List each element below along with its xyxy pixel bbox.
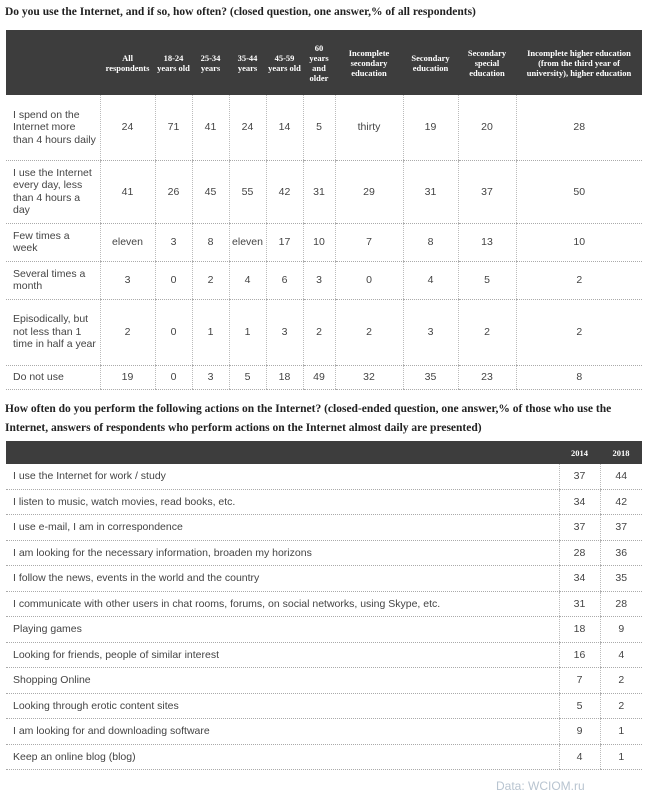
- table-cell: 1: [600, 744, 642, 770]
- row-label: I am looking for and downloading software: [6, 719, 559, 745]
- row-label: I follow the news, events in the world and the country: [6, 566, 559, 592]
- usage-frequency-table: [6, 30, 642, 390]
- table-cell: 2: [600, 668, 642, 694]
- table-cell: 3: [303, 261, 335, 299]
- table-row: [6, 744, 642, 770]
- row-label: I communicate with other users in chat rooms, forums, on social networks, using Skype, etc.: [6, 591, 559, 617]
- table-cell: 50: [516, 160, 642, 223]
- table-cell: 41: [100, 160, 155, 223]
- table-cell: 55: [229, 160, 266, 223]
- table-cell: 29: [335, 160, 403, 223]
- table-cell: 37: [559, 515, 600, 541]
- table-cell: thirty: [335, 95, 403, 160]
- table-cell: 37: [600, 515, 642, 541]
- table-cell: 0: [155, 261, 192, 299]
- table-cell: 0: [335, 261, 403, 299]
- table-cell: 18: [266, 365, 303, 389]
- row-label: I use e-mail, I am in correspondence: [6, 515, 559, 541]
- table-cell: 36: [600, 540, 642, 566]
- table-cell: 71: [155, 95, 192, 160]
- row-label: Playing games: [6, 617, 559, 643]
- table-cell: 5: [559, 693, 600, 719]
- header-row: [6, 441, 642, 464]
- column-header: 18-24 years old: [155, 30, 192, 95]
- table-row: [6, 160, 642, 223]
- row-label: Shopping Online: [6, 668, 559, 694]
- table-cell: 34: [559, 489, 600, 515]
- table-cell: 2: [335, 299, 403, 365]
- table-cell: 7: [559, 668, 600, 694]
- table-row: [6, 668, 642, 694]
- table-cell: 3: [403, 299, 458, 365]
- column-header: Secondary special education: [458, 30, 516, 95]
- table-cell: 4: [403, 261, 458, 299]
- table-row: [6, 95, 642, 160]
- row-label: Episodically, but not less than 1 time in half a year: [6, 299, 100, 365]
- table-cell: 2: [100, 299, 155, 365]
- table-cell: 42: [600, 489, 642, 515]
- table-cell: 13: [458, 223, 516, 261]
- row-label: I use the Internet every day, less than 4 hours a day: [6, 160, 100, 223]
- table-cell: eleven: [100, 223, 155, 261]
- table-cell: 10: [516, 223, 642, 261]
- table-cell: 2: [303, 299, 335, 365]
- table-cell: 31: [403, 160, 458, 223]
- table-cell: 2: [192, 261, 229, 299]
- table-cell: 28: [516, 95, 642, 160]
- table-row: [6, 515, 642, 541]
- table-cell: 16: [559, 642, 600, 668]
- data-source: Data: WCIOM.ru: [496, 779, 585, 793]
- table-row: [6, 299, 642, 365]
- table-cell: 5: [303, 95, 335, 160]
- row-label: Looking for friends, people of similar interest: [6, 642, 559, 668]
- column-header: Incomplete higher education (from the third year of university), higher education: [516, 30, 642, 95]
- table-cell: 28: [559, 540, 600, 566]
- table-cell: 10: [303, 223, 335, 261]
- table-cell: 49: [303, 365, 335, 389]
- table-row: [6, 693, 642, 719]
- column-header: 25-34 years: [192, 30, 229, 95]
- table-cell: 3: [100, 261, 155, 299]
- table-cell: 8: [403, 223, 458, 261]
- row-label: Looking through erotic content sites: [6, 693, 559, 719]
- table-cell: 37: [458, 160, 516, 223]
- table-row: [6, 261, 642, 299]
- table-row: [6, 365, 642, 389]
- table-row: [6, 540, 642, 566]
- header-row: [6, 30, 642, 95]
- column-header: 2018: [600, 441, 642, 464]
- table-cell: 20: [458, 95, 516, 160]
- table-row: [6, 719, 642, 745]
- table-cell: 26: [155, 160, 192, 223]
- column-header: 2014: [559, 441, 600, 464]
- table-cell: 24: [100, 95, 155, 160]
- table-row: [6, 617, 642, 643]
- table-cell: 0: [155, 365, 192, 389]
- row-label: Keep an online blog (blog): [6, 744, 559, 770]
- column-header: All respondents: [100, 30, 155, 95]
- table-cell: 8: [192, 223, 229, 261]
- table-cell: 2: [516, 261, 642, 299]
- table-cell: 35: [600, 566, 642, 592]
- table-cell: 34: [559, 566, 600, 592]
- table-cell: 2: [516, 299, 642, 365]
- table-cell: 9: [600, 617, 642, 643]
- table-cell: 3: [266, 299, 303, 365]
- table-cell: 17: [266, 223, 303, 261]
- table-cell: 2: [600, 693, 642, 719]
- column-header: [6, 441, 559, 464]
- column-header: 60 years and older: [303, 30, 335, 95]
- table-row: [6, 464, 642, 489]
- table-cell: 19: [100, 365, 155, 389]
- column-header: [6, 30, 100, 95]
- table-cell: 14: [266, 95, 303, 160]
- table-cell: 19: [403, 95, 458, 160]
- table-cell: 9: [559, 719, 600, 745]
- row-label: Few times a week: [6, 223, 100, 261]
- table-cell: 0: [155, 299, 192, 365]
- table-cell: 35: [403, 365, 458, 389]
- column-header: 45-59 years old: [266, 30, 303, 95]
- column-header: Secondary education: [403, 30, 458, 95]
- table-cell: 7: [335, 223, 403, 261]
- table-cell: 4: [229, 261, 266, 299]
- table2-title: How often do you perform the following actions on the Internet? (closed-ended question, one answer,% of those who use the Internet, answers of respondents who perform actions on the Internet almost daily are presented): [5, 403, 612, 434]
- table-cell: 4: [600, 642, 642, 668]
- column-header: 35-44 years: [229, 30, 266, 95]
- table-cell: 28: [600, 591, 642, 617]
- row-label: Several times a month: [6, 261, 100, 299]
- table-cell: 37: [559, 464, 600, 489]
- table-cell: 8: [516, 365, 642, 389]
- column-header: Incomplete secondary education: [335, 30, 403, 95]
- table-cell: 6: [266, 261, 303, 299]
- row-label: I use the Internet for work / study: [6, 464, 559, 489]
- table-cell: 24: [229, 95, 266, 160]
- row-label: I listen to music, watch movies, read books, etc.: [6, 489, 559, 515]
- actions-table: [6, 441, 642, 770]
- table-cell: 31: [303, 160, 335, 223]
- table-cell: 1: [192, 299, 229, 365]
- table-cell: 44: [600, 464, 642, 489]
- table-cell: 3: [192, 365, 229, 389]
- table-row: [6, 642, 642, 668]
- table-cell: 5: [229, 365, 266, 389]
- table-cell: 2: [458, 299, 516, 365]
- row-label: I am looking for the necessary information, broaden my horizons: [6, 540, 559, 566]
- table-cell: 32: [335, 365, 403, 389]
- table-cell: eleven: [229, 223, 266, 261]
- table-cell: 42: [266, 160, 303, 223]
- table-cell: 3: [155, 223, 192, 261]
- row-label: Do not use: [6, 365, 100, 389]
- table-row: [6, 223, 642, 261]
- table-cell: 23: [458, 365, 516, 389]
- table-cell: 1: [229, 299, 266, 365]
- table-cell: 5: [458, 261, 516, 299]
- table-row: [6, 489, 642, 515]
- table-cell: 41: [192, 95, 229, 160]
- table1-title: Do you use the Internet, and if so, how often? (closed question, one answer,% of all respondents): [5, 6, 476, 18]
- row-label: I spend on the Internet more than 4 hours daily: [6, 95, 100, 160]
- table-cell: 1: [600, 719, 642, 745]
- table-cell: 31: [559, 591, 600, 617]
- table-row: [6, 566, 642, 592]
- table-row: [6, 591, 642, 617]
- table-cell: 4: [559, 744, 600, 770]
- table-cell: 45: [192, 160, 229, 223]
- table-cell: 18: [559, 617, 600, 643]
